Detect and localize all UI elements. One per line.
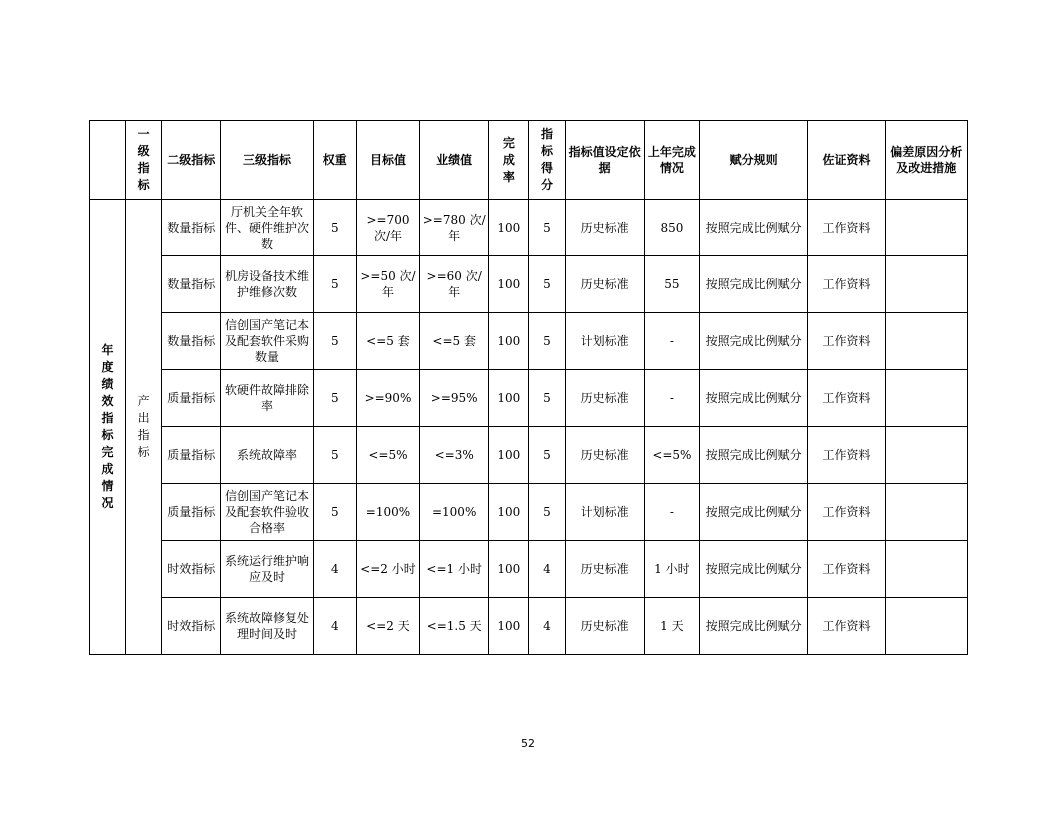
cell-actual: >=95% bbox=[420, 370, 489, 427]
cell-level3: 系统运行维护响应及时 bbox=[221, 541, 313, 598]
cell-basis: 历史标准 bbox=[565, 370, 644, 427]
table-row bbox=[90, 427, 968, 484]
cell-score: 5 bbox=[529, 484, 565, 541]
level1-cell bbox=[126, 200, 162, 655]
cell-rule: 按照完成比例赋分 bbox=[699, 200, 807, 256]
table-body bbox=[90, 200, 968, 655]
cell-evidence: 工作资料 bbox=[808, 427, 885, 484]
cell-actual: <=3% bbox=[420, 427, 489, 484]
cell-actual: <=1 小时 bbox=[420, 541, 489, 598]
cell-last-year: - bbox=[644, 313, 699, 370]
cell-rule: 按照完成比例赋分 bbox=[699, 427, 807, 484]
cell-target: >=90% bbox=[356, 370, 419, 427]
cell-rate: 100 bbox=[489, 427, 529, 484]
cell-score: 4 bbox=[529, 598, 565, 655]
table-row bbox=[90, 256, 968, 313]
header-rate: 完成率 bbox=[489, 121, 529, 200]
cell-rule: 按照完成比例赋分 bbox=[699, 541, 807, 598]
cell-evidence: 工作资料 bbox=[808, 598, 885, 655]
cell-weight: 5 bbox=[313, 256, 356, 313]
header-target: 目标值 bbox=[356, 121, 419, 200]
cell-actual: <=5 套 bbox=[420, 313, 489, 370]
cell-basis: 历史标准 bbox=[565, 427, 644, 484]
header-deviation: 偏差原因分析及改进措施 bbox=[885, 121, 967, 200]
cell-target: <=2 天 bbox=[356, 598, 419, 655]
cell-score: 5 bbox=[529, 370, 565, 427]
page-number: 52 bbox=[521, 737, 535, 750]
cell-rate: 100 bbox=[489, 313, 529, 370]
cell-level2: 数量指标 bbox=[162, 256, 221, 313]
cell-target: >=50 次/年 bbox=[356, 256, 419, 313]
cell-deviation bbox=[885, 541, 967, 598]
cell-evidence: 工作资料 bbox=[808, 484, 885, 541]
header-rule: 赋分规则 bbox=[699, 121, 807, 200]
header-level1: 一级指标 bbox=[126, 121, 162, 200]
cell-rate: 100 bbox=[489, 484, 529, 541]
cell-rule: 按照完成比例赋分 bbox=[699, 256, 807, 313]
cell-basis: 计划标准 bbox=[565, 313, 644, 370]
level1-value: 产出指标 bbox=[137, 394, 150, 459]
cell-weight: 4 bbox=[313, 598, 356, 655]
cell-rate: 100 bbox=[489, 598, 529, 655]
header-basis: 指标值设定依据 bbox=[565, 121, 644, 200]
header-actual: 业绩值 bbox=[420, 121, 489, 200]
cell-target: >=700 次/年 bbox=[356, 200, 419, 256]
cell-evidence: 工作资料 bbox=[808, 313, 885, 370]
cell-level2: 时效指标 bbox=[162, 541, 221, 598]
cell-level2: 质量指标 bbox=[162, 427, 221, 484]
cell-last-year: - bbox=[644, 484, 699, 541]
cell-level3: 信创国产笔记本及配套软件采购数量 bbox=[221, 313, 313, 370]
cell-level2: 时效指标 bbox=[162, 598, 221, 655]
cell-evidence: 工作资料 bbox=[808, 370, 885, 427]
group-label-cell bbox=[90, 200, 126, 655]
cell-basis: 历史标准 bbox=[565, 541, 644, 598]
cell-target: <=5% bbox=[356, 427, 419, 484]
cell-basis: 历史标准 bbox=[565, 200, 644, 256]
cell-basis: 历史标准 bbox=[565, 256, 644, 313]
cell-target: <=2 小时 bbox=[356, 541, 419, 598]
table-row bbox=[90, 200, 968, 256]
cell-evidence: 工作资料 bbox=[808, 541, 885, 598]
cell-deviation bbox=[885, 200, 967, 256]
cell-level2: 质量指标 bbox=[162, 370, 221, 427]
cell-level3: 系统故障率 bbox=[221, 427, 313, 484]
table-row bbox=[90, 541, 968, 598]
cell-level3: 机房设备技术维护维修次数 bbox=[221, 256, 313, 313]
cell-last-year: <=5% bbox=[644, 427, 699, 484]
cell-deviation bbox=[885, 598, 967, 655]
cell-weight: 5 bbox=[313, 370, 356, 427]
cell-weight: 5 bbox=[313, 484, 356, 541]
header-row bbox=[90, 121, 968, 200]
cell-score: 5 bbox=[529, 256, 565, 313]
table-row bbox=[90, 484, 968, 541]
cell-basis: 历史标准 bbox=[565, 598, 644, 655]
cell-evidence: 工作资料 bbox=[808, 200, 885, 256]
cell-deviation bbox=[885, 427, 967, 484]
cell-rule: 按照完成比例赋分 bbox=[699, 484, 807, 541]
cell-score: 4 bbox=[529, 541, 565, 598]
cell-last-year: 1 天 bbox=[644, 598, 699, 655]
cell-rate: 100 bbox=[489, 541, 529, 598]
header-evidence: 佐证资料 bbox=[808, 121, 885, 200]
cell-actual: >=60 次/年 bbox=[420, 256, 489, 313]
cell-rule: 按照完成比例赋分 bbox=[699, 370, 807, 427]
header-last-year: 上年完成情况 bbox=[644, 121, 699, 200]
cell-rate: 100 bbox=[489, 200, 529, 256]
cell-level2: 数量指标 bbox=[162, 200, 221, 256]
cell-target: <=5 套 bbox=[356, 313, 419, 370]
table-row bbox=[90, 370, 968, 427]
cell-last-year: - bbox=[644, 370, 699, 427]
cell-score: 5 bbox=[529, 313, 565, 370]
cell-level3: 系统故障修复处理时间及时 bbox=[221, 598, 313, 655]
cell-level2: 质量指标 bbox=[162, 484, 221, 541]
cell-weight: 5 bbox=[313, 427, 356, 484]
cell-rate: 100 bbox=[489, 256, 529, 313]
cell-score: 5 bbox=[529, 200, 565, 256]
cell-last-year: 55 bbox=[644, 256, 699, 313]
cell-level3: 信创国产笔记本及配套软件验收合格率 bbox=[221, 484, 313, 541]
header-level3: 三级指标 bbox=[221, 121, 313, 200]
cell-weight: 4 bbox=[313, 541, 356, 598]
performance-table bbox=[89, 120, 968, 655]
cell-actual: >=780 次/年 bbox=[420, 200, 489, 256]
table-row bbox=[90, 313, 968, 370]
cell-actual: <=1.5 天 bbox=[420, 598, 489, 655]
cell-level3: 软硬件故障排除率 bbox=[221, 370, 313, 427]
cell-target: =100% bbox=[356, 484, 419, 541]
cell-level3: 厅机关全年软件、硬件维护次数 bbox=[221, 200, 313, 256]
cell-last-year: 850 bbox=[644, 200, 699, 256]
cell-weight: 5 bbox=[313, 313, 356, 370]
cell-last-year: 1 小时 bbox=[644, 541, 699, 598]
header-blank bbox=[90, 121, 126, 200]
cell-weight: 5 bbox=[313, 200, 356, 256]
group-label: 年度绩效指标完成情况 bbox=[101, 343, 114, 510]
cell-evidence: 工作资料 bbox=[808, 256, 885, 313]
cell-basis: 计划标准 bbox=[565, 484, 644, 541]
cell-deviation bbox=[885, 484, 967, 541]
cell-rule: 按照完成比例赋分 bbox=[699, 598, 807, 655]
cell-deviation bbox=[885, 256, 967, 313]
cell-rule: 按照完成比例赋分 bbox=[699, 313, 807, 370]
header-level2: 二级指标 bbox=[162, 121, 221, 200]
cell-deviation bbox=[885, 313, 967, 370]
header-score: 指标得分 bbox=[529, 121, 565, 200]
cell-level2: 数量指标 bbox=[162, 313, 221, 370]
table-row bbox=[90, 598, 968, 655]
cell-actual: =100% bbox=[420, 484, 489, 541]
cell-deviation bbox=[885, 370, 967, 427]
cell-rate: 100 bbox=[489, 370, 529, 427]
cell-score: 5 bbox=[529, 427, 565, 484]
header-weight: 权重 bbox=[313, 121, 356, 200]
